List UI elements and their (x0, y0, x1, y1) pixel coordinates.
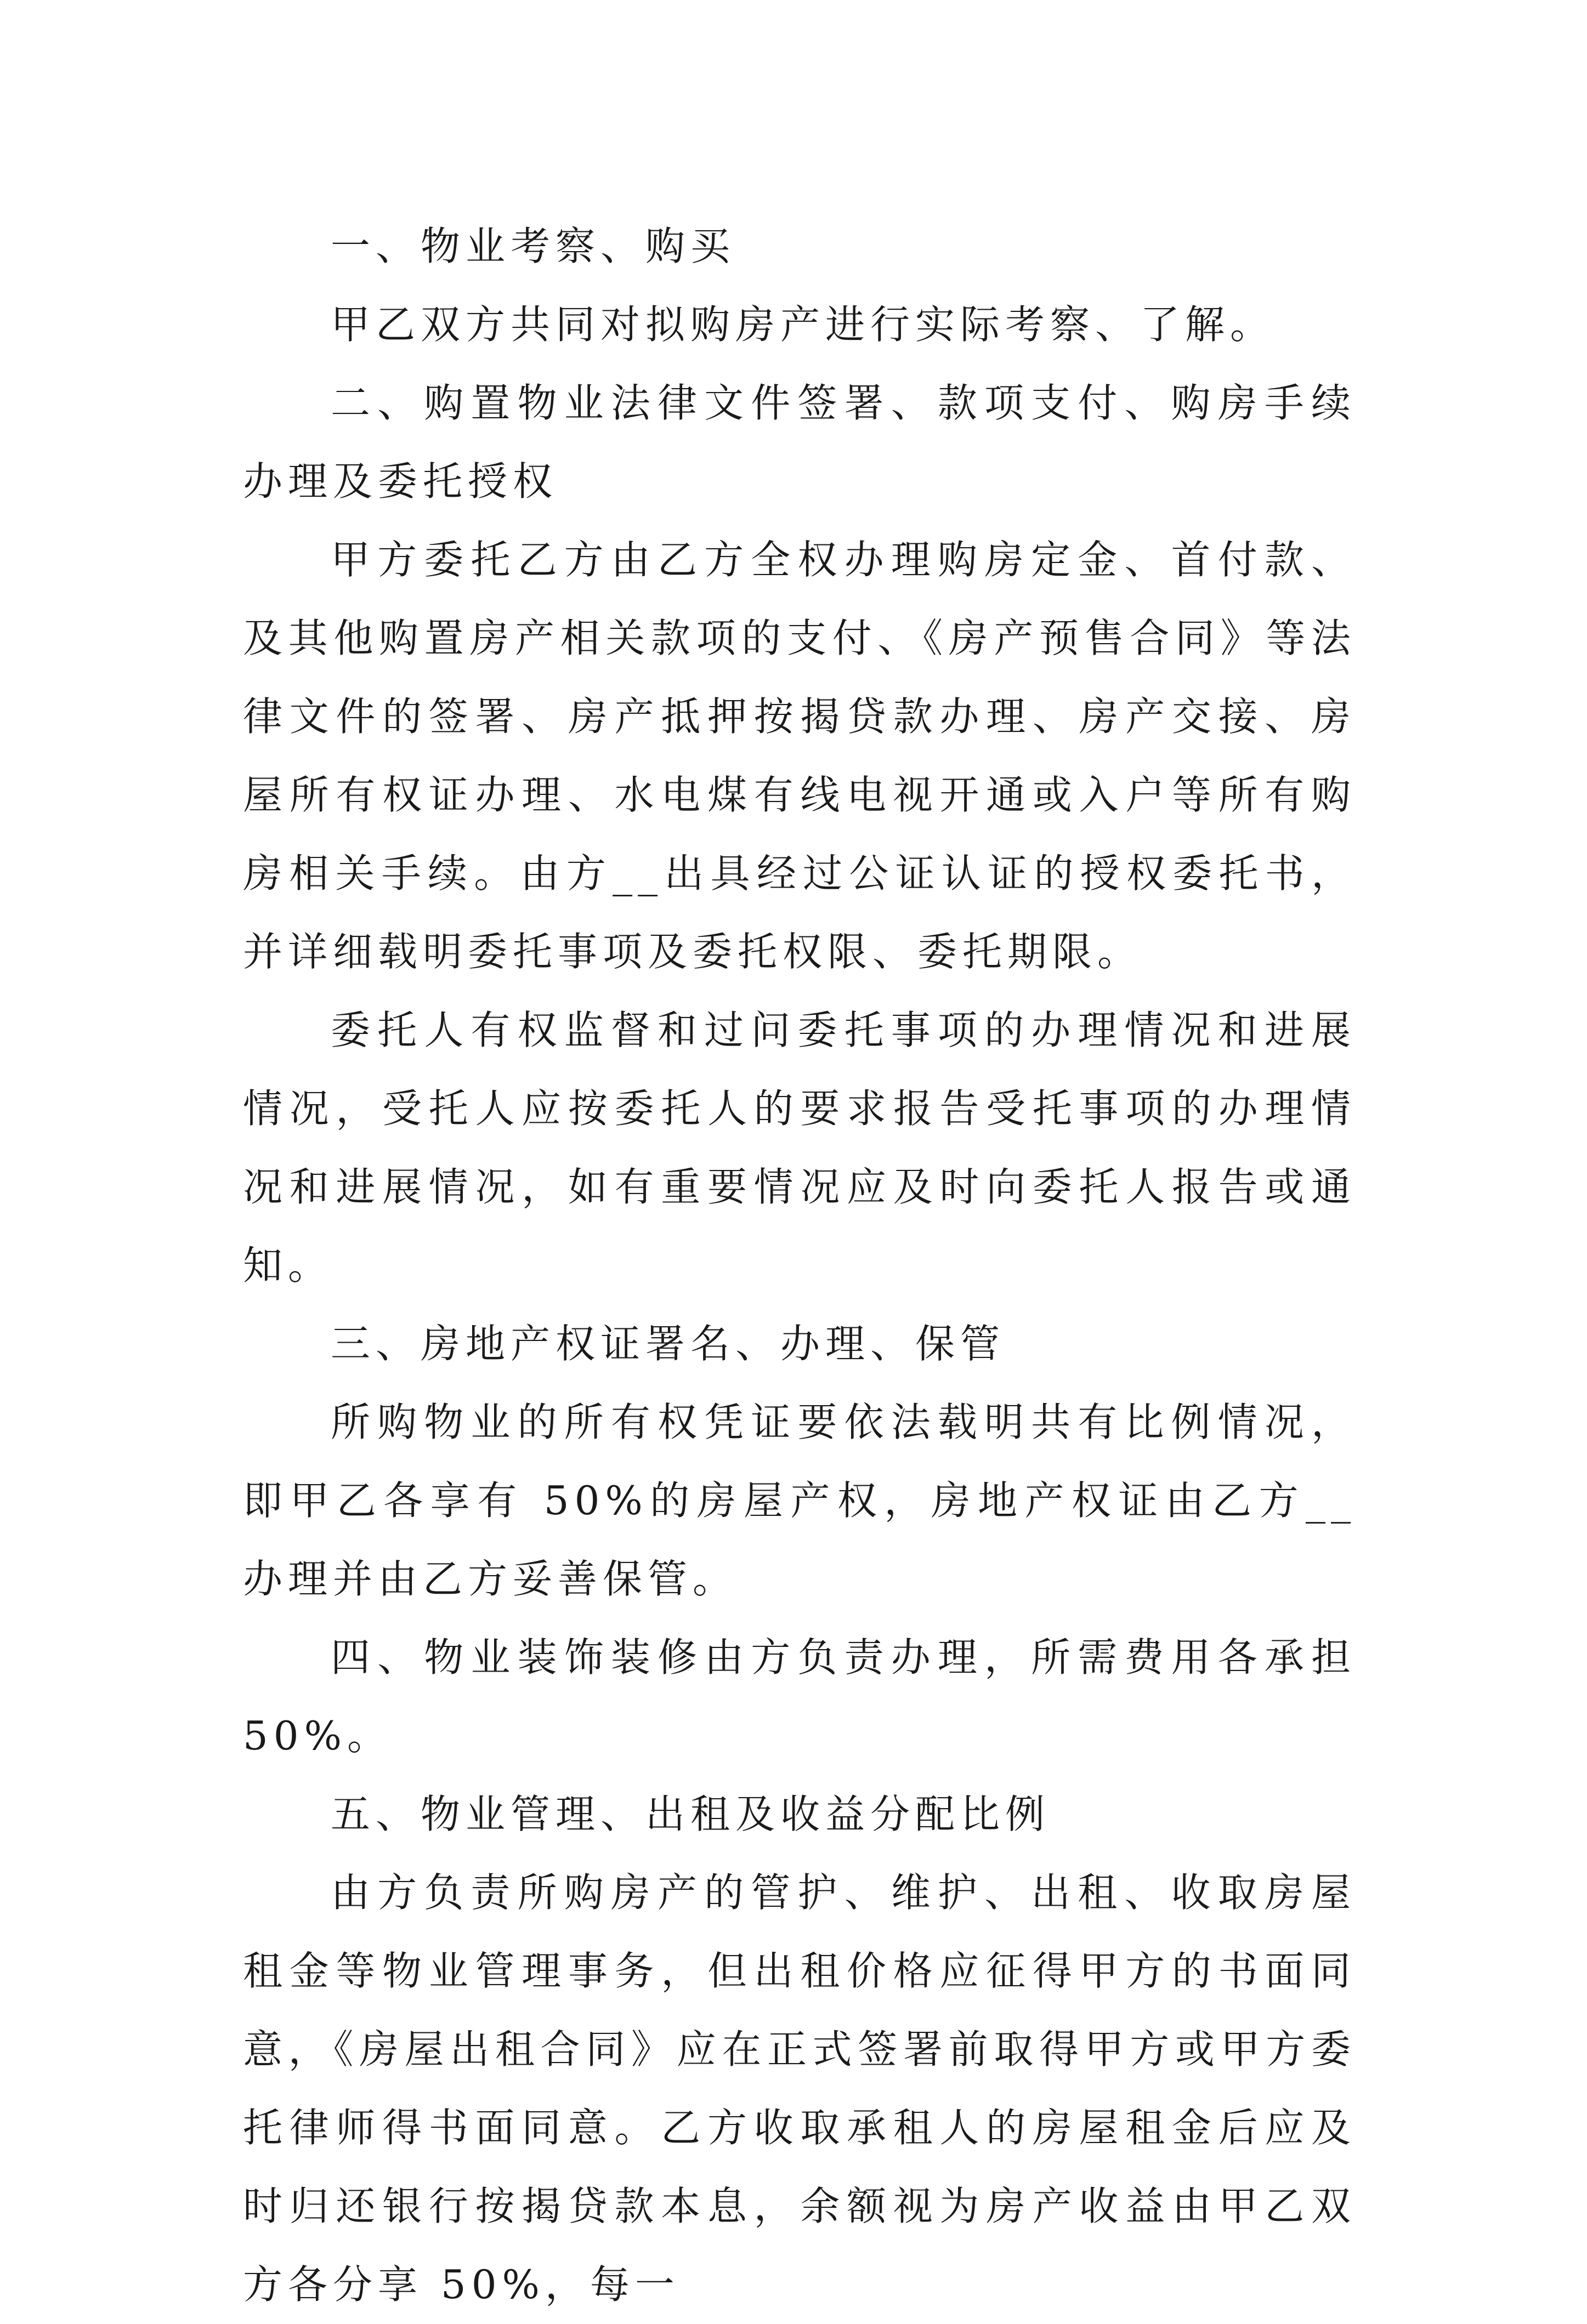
document-body (243, 207, 1356, 2324)
section-heading-1: 一、物业考察、购买 (331, 223, 736, 269)
paragraph: 甲方委托乙方由乙方全权办理购房定金、首付款、及其他购置房产相关款项的支付、《房产预售合同》等法律文件的签署、房产抵押按揭贷款办理、房产交接、房屋所有权证办理、水电煤有线电视开通或入户等所有购房相关手续。由方__出具经过公证认证的授权委托书，并详细载明委托事项及委托权限、委托期限。 (243, 537, 1356, 975)
paragraph: 甲乙双方共同对拟购房产进行实际考察、了解。 (331, 302, 1276, 348)
paragraph: 由方负责所购房产的管护、维护、出租、收取房屋租金等物业管理事务，但出租价格应征得甲方的书面同意，《房屋出租合同》应在正式签署前取得甲方或甲方委托律师得书面同意。乙方收取承租人的房屋租金后应及时归还银行按揭贷款本息，余额视为房产收益由甲乙双方各分享 50%，每一 (243, 1870, 1356, 2308)
section-heading-4: 四、物业装饰装修由方负责办理，所需费用各承担 50%。 (243, 1634, 1356, 1759)
section-heading-3: 三、房地产权证署名、办理、保管 (331, 1321, 1006, 1367)
paragraph: 委托人有权监督和过问委托事项的办理情况和进展情况，受托人应按委托人的要求报告受托事项的办理情况和进展情况，如有重要情况应及时向委托人报告或通知。 (243, 1007, 1356, 1288)
paragraph: 所购物业的所有权凭证要依法载明共有比例情况，即甲乙各享有 50%的房屋产权，房地产权证由乙方__办理并由乙方妥善保管。 (243, 1399, 1356, 1602)
section-heading-2: 二、购置物业法律文件签署、款项支付、购房手续办理及委托授权 (243, 380, 1356, 504)
section-heading-5: 五、物业管理、出租及收益分配比例 (331, 1791, 1051, 1837)
